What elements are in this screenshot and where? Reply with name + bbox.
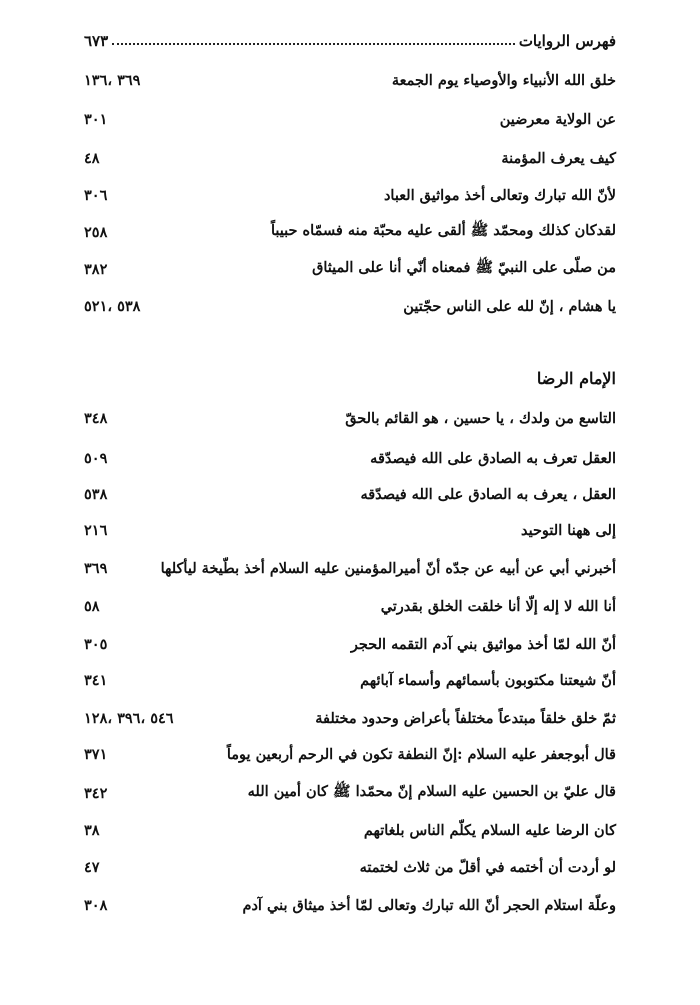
index-entry xyxy=(84,632,616,656)
entry-pages: ٣٤٨ xyxy=(84,409,108,427)
entry-text: كيف يعرف المؤمنة xyxy=(501,149,616,167)
entry-text: ثمّ خلق خلقاً مبتدعاً مختلفاً بأعراض وحدود مختلفة xyxy=(315,709,616,727)
entry-text: لو أردت أن أختمه في أقلّ من ثلاث لختمته xyxy=(359,858,616,876)
entry-pages: ٣٨٢ xyxy=(84,260,108,278)
index-entry xyxy=(84,556,616,580)
index-entry xyxy=(84,257,616,281)
entry-pages: ٥٠٩ xyxy=(84,449,108,467)
index-entry xyxy=(84,818,616,842)
entry-text: أنّ الله لمّا أخذ مواثيق بني آدم التقمه الحجر xyxy=(350,635,616,653)
index-entry xyxy=(84,594,616,618)
entry-pages: ٥٣٨ xyxy=(84,485,108,503)
running-header xyxy=(84,26,616,50)
entry-text: خلق الله الأنبياء والأوصياء يوم الجمعة xyxy=(391,71,616,89)
index-entry xyxy=(84,893,616,917)
entry-pages: ٤٧ xyxy=(84,858,100,876)
entry-pages: ٢٥٨ xyxy=(84,223,108,241)
index-entry xyxy=(84,742,616,766)
entry-pages: ٣٤٢ xyxy=(84,784,108,802)
entry-text: العقل تعرف به الصادق على الله فيصدّقه xyxy=(370,449,616,467)
entry-pages: ٣٧١ xyxy=(84,745,108,763)
index-entry xyxy=(84,855,616,879)
entry-pages: ٣٠١ xyxy=(84,110,108,128)
entry-text: لقدكان كذلك ومحمّد ﷺ ألقى عليه محبّة منه فسمّاه حبيباً xyxy=(271,221,616,239)
entry-text: كان الرضا عليه السلام يكلّم الناس بلغاتهم xyxy=(363,821,616,839)
index-entry xyxy=(84,482,616,506)
index-entry xyxy=(84,781,616,805)
index-entry xyxy=(84,183,616,207)
entry-text: لأنّ الله تبارك وتعالى أخذ مواثيق العباد xyxy=(383,186,616,204)
entry-text: العقل ، يعرف به الصادق على الله فيصدّقه xyxy=(360,485,616,503)
entry-pages: ٥٤٦ ،٣٩٦ ،١٢٨ xyxy=(84,709,174,727)
index-entry xyxy=(84,294,616,318)
index-entry xyxy=(84,668,616,692)
entry-text: وعلّة استلام الحجر أنّ الله تبارك وتعالى لمّا أخذ ميثاق بني آدم xyxy=(242,896,616,914)
entry-pages: ٣٠٦ xyxy=(84,186,108,204)
entry-pages: ٣٠٨ xyxy=(84,896,108,914)
index-entry xyxy=(84,518,616,542)
index-entry xyxy=(84,107,616,131)
entry-text: التاسع من ولدك ، يا حسين ، هو القائم بالحقّ xyxy=(345,409,616,427)
entry-text: أخبرني أبي عن أبيه عن جدّه أنّ أميرالمؤمنين عليه السلام أخذ بطّيخة ليأكلها xyxy=(160,559,616,577)
entry-text: قال أبوجعفر عليه السلام :إنّ النطفة تكون في الرحم أربعين يوماً xyxy=(226,745,616,763)
entry-pages: ٥٣٨ ،٥٢١ xyxy=(84,297,141,315)
entry-pages: ٣٤١ xyxy=(84,671,108,689)
entry-pages: ٤٨ xyxy=(84,149,100,167)
index-entry xyxy=(84,446,616,470)
entry-text: إلى ههنا التوحيد xyxy=(520,521,616,539)
entry-pages: ٥٨ xyxy=(84,597,100,615)
entry-pages: ٣٨ xyxy=(84,821,100,839)
index-entry xyxy=(84,68,616,92)
index-entry xyxy=(84,220,616,244)
entry-text: أنا الله لا إله إلّا أنا خلقت الخلق بقدرتي xyxy=(380,597,616,615)
header-title: فهرس الروايات xyxy=(518,32,616,50)
page-number: ٦٧٣ xyxy=(84,32,109,50)
entry-text: قال عليّ بن الحسين عليه السلام إنّ محمّدا ﷺ كان أمين الله xyxy=(247,782,616,800)
entry-text: أنّ شيعتنا مكتوبون بأسمائهم وأسماء آبائهم xyxy=(360,671,616,689)
index-entry xyxy=(84,146,616,170)
entry-pages: ٣٠٥ xyxy=(84,635,108,653)
entry-text: عن الولاية معرضين xyxy=(499,110,616,128)
section-heading: الإمام الرضا xyxy=(536,369,616,388)
entry-pages: ٣٦٩ xyxy=(84,559,108,577)
entry-pages: ٣٦٩ ،١٣٦ xyxy=(84,71,141,89)
entry-pages: ٢١٦ xyxy=(84,521,108,539)
entry-text: يا هشام ، إنّ لله على الناس حجّتين xyxy=(403,297,616,315)
index-entry xyxy=(84,406,616,430)
index-entry xyxy=(84,706,616,730)
leader-dots xyxy=(112,42,515,45)
entry-text: من صلّى على النبيّ ﷺ فمعناه أنّي أنا على الميثاق xyxy=(312,258,616,276)
